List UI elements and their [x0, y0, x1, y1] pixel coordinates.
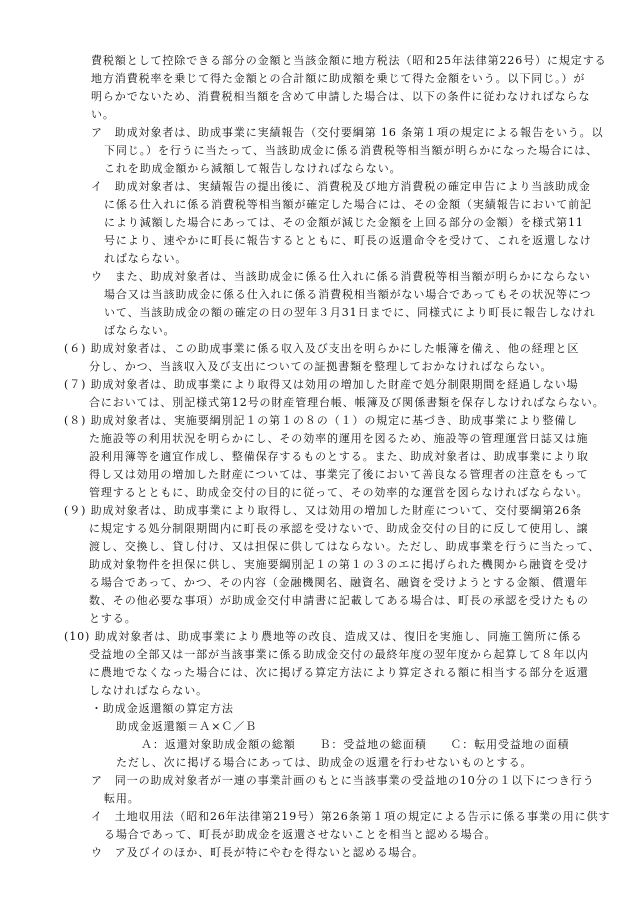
paragraph-line: 数、その他必要な事項）が助成金交付申請書に記載してある場合は、町長の承認を受けたもの — [89, 594, 589, 607]
paragraph-line: ウ ア及びイのほか、町長が特にやむを得ないと認める場合。 — [91, 846, 425, 859]
paragraph-line: (９) 助成対象者は、助成事業により取得し、又は効用の増加した財産について、交付要綱第26条 — [64, 504, 583, 517]
paragraph-line: 合においては、別記様式第12号の財産管理台帳、帳簿及び関係書類を保存しなければならない。 — [89, 396, 605, 409]
paragraph-line: (７) 助成対象者は、助成事業により取得又は効用の増加した財産で処分制限期間を経過しない場 — [64, 378, 579, 391]
paragraph-line: イ 助成対象者は、実績報告の提出後に、消費税及び地方消費税の確定申告により当該助成金 — [91, 180, 591, 193]
paragraph-line: イ 土地収用法（昭和26年法律第219号）第26条第１項の規定による告示に係る事業の用に供す — [91, 810, 611, 823]
paragraph-line: いて、当該助成金の額の確定の日の翌年３月31日までに、同様式により町長に報告しなけれ — [104, 306, 596, 319]
paragraph-line: 転用。 — [104, 792, 140, 805]
paragraph-line: 下同じ。）を行うに当たって、当該助成金に係る消費税等相当額が明らかになった場合には、 — [104, 144, 599, 157]
formula-heading: ・助成金返還額の算定方法 — [91, 702, 234, 715]
paragraph-line: た施設等の利用状況を明らかにし、その効率的運用を図るため、施設等の管理運営日誌又は施 — [89, 432, 589, 445]
paragraph-line: 号により、速やかに町長に報告するとともに、町長の返還命令を受けて、これを返還しなけ — [104, 234, 592, 247]
paragraph-line: ただし、次に掲げる場合にあっては、助成金の返還を行わせないものとする。 — [116, 756, 533, 769]
paragraph-line: (６) 助成対象者は、この助成事業に係る収入及び支出を明らかにした帳簿を備え、他の経理と区 — [64, 342, 580, 355]
paragraph-line: これを助成金額から減額して報告しなければならない。 — [104, 162, 402, 175]
paragraph-line: 地方消費税率を乗じて得た金額との合計額に助成額を乗じて得た金額をいう。以下同じ。）が — [91, 72, 586, 85]
paragraph-line: しなければならない。 — [89, 684, 208, 697]
paragraph-line: ア 助成対象者は、助成事業に実績報告（交付要綱第 16 条第１項の規定による報告をいう。以 — [91, 126, 604, 139]
paragraph-line: ればならない。 — [104, 252, 188, 265]
paragraph-line: ばならない。 — [104, 324, 176, 337]
paragraph-line: に農地でなくなった場合には、次に掲げる算定方法により算定される額に相当する部分を返還 — [89, 666, 589, 679]
formula-legend: Ａ：返還対象助成金額の総額 Ｂ：受益地の総面積 Ｃ：転用受益地の面積 — [141, 738, 570, 751]
paragraph-line: る場合であって、町長が助成金を返還させないことを相当と認める場合。 — [104, 828, 497, 841]
paragraph-line: 明らかでないため、消費税相当額を含めて申請した場合は、以下の条件に従わなければならな — [91, 90, 591, 103]
paragraph-line: により減額した場合にあっては、その金額が減じた金額を上回る部分の金額）を様式第11 — [104, 216, 584, 229]
formula-line: 助成金返還額＝Ａ×Ｃ／Ｂ — [116, 720, 258, 733]
paragraph-line: (10) 助成対象者は、助成事業により農地等の改良、造成又は、復旧を実施し、同施工箇所に係る — [64, 630, 583, 643]
paragraph-line: 設利用簿等を適宜作成し、整備保存するものとする。また、助成対象者は、助成事業により取 — [89, 450, 589, 463]
paragraph-line: ウ また、助成対象者は、当該助成金に係る仕入れに係る消費税等相当額が明らかにならない — [91, 270, 591, 283]
paragraph-line: 受益地の全部又は一部が当該事業に係る助成金交付の最終年度の翌年度から起算して８年以内 — [89, 648, 589, 661]
paragraph-line: る場合であって、かつ、その内容（金融機関名、融資名、融資を受けようとする金額、償還年 — [89, 576, 589, 589]
paragraph-line: に規定する処分制限期間内に町長の承認を受けないで、助成金交付の目的に反して使用し、譲 — [89, 522, 589, 535]
paragraph-line: い。 — [91, 108, 115, 121]
paragraph-line: 費税額として控除できる部分の金額と当該金額に地方税法（昭和25年法律第226号）に規定する — [91, 54, 607, 67]
paragraph-line: 渡し、交換し、貸し付け、又は担保に供してはならない。ただし、助成事業を行うに当たって、 — [89, 540, 601, 553]
paragraph-line: (８) 助成対象者は、実施要綱別記１の第１の８の（１）の規定に基づき、助成事業により整備し — [64, 414, 579, 427]
paragraph-line: 助成対象物件を担保に供し、実施要綱別記１の第１の３のエに掲げられた機関から融資を受け — [89, 558, 589, 571]
paragraph-line: に係る仕入れに係る消費税等相当額が確定した場合には、その金額（実績報告において前記 — [104, 198, 592, 211]
paragraph-line: 管理するとともに、助成金交付の目的に従って、その効率的な運営を図らなければならない。 — [89, 486, 589, 499]
paragraph-line: ア 同一の助成対象者が一連の事業計画のもとに当該事業の受益地の10分の１以下につき行う — [91, 774, 595, 787]
paragraph-line: 分し、かつ、当該収入及び支出についての証拠書類を整理しておかなければならない。 — [89, 360, 553, 373]
paragraph-line: 得し又は効用の増加した財産については、事業完了後において善良なる管理者の注意をもって — [89, 468, 589, 481]
paragraph-line: とする。 — [89, 612, 137, 625]
paragraph-line: 場合又は当該助成金に係る仕入れに係る消費税相当額がない場合であってもその状況等につ — [104, 288, 592, 301]
